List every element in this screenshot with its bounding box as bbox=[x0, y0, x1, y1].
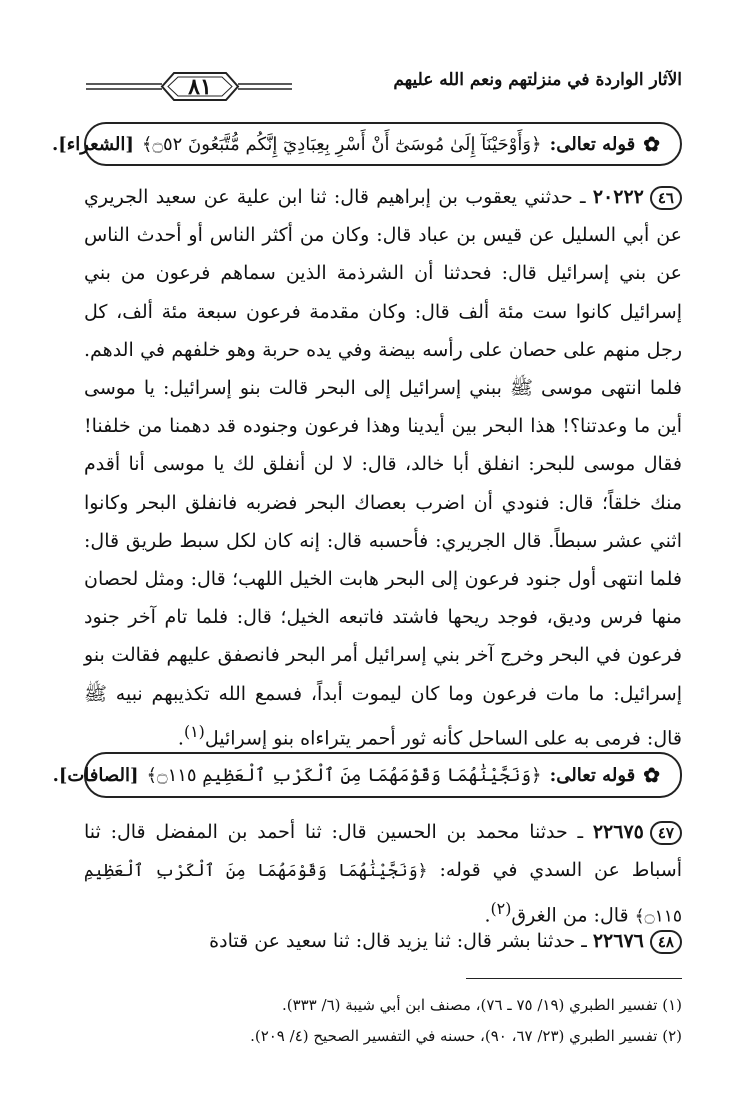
hadith-marker: ٤٦ bbox=[650, 186, 682, 210]
hadith-number: ٢٢٦٧٦ bbox=[592, 930, 644, 952]
sentence-end: . bbox=[484, 904, 491, 927]
footnote-ref: (١) bbox=[183, 721, 205, 741]
footnote-2: (٢) تفسير الطبري (٢٣/ ٦٧، ٩٠)، حسنه في التفسير الصحيح (٤/ ٢٠٩). bbox=[250, 1027, 682, 1045]
footnote-ref: (٢) bbox=[490, 899, 512, 919]
page-header bbox=[84, 66, 682, 110]
hadith-text: ـ حدثني يعقوب بن إبراهيم قال: ثنا ابن علية عن سعيد الجريري عن أبي السليل عن قيس بن عباد قال: وكان من أكثر الناس أو أحدث الناس عن بني إسرائيل قال: فحدثنا أن الشرذمة الذين سماهم فرعون من بني إسرائيل كانوا ست مئة ألف قال: وكان مقدمة فرعون سبعة مئة ألف، كل رجل منهم على حصان على رأسه بيضة وفي يده حربة وهو خلفهم في الدهم. فلما انتهى موسى ﷺ ببني إسرائيل إلى البحر قالت بنو إسرائيل: يا موسى أين ما وعدتنا؟! هذا البحر بين أيدينا وهذا فرعون وجنوده قد دهمنا من خلفنا! فقال موسى للبحر: انفلق أبا خالد، قال: لا لن أنفلق لك يا موسى أنا أقدم منك خلقاً؛ قال: فنودي أن اضرب بعصاك البحر فضربه فانفلق البحر وكانوا اثني عشر سبطاً. قال الجريري: فأحسبه قال: إنه كان لكل سبط طريق قال: فلما انتهى أول جنود فرعون إلى البحر هابت الخيل اللهب؛ قال: ومثل لحصان منها فرس وديق، فوجد ريحها فاشتد فاتبعه الخيل؛ قال: فلما تام آخر جنود فرعون في البحر وخرج آخر بني إسرائيل أمر البحر فانصفق عليهم فقالت بنو إسرائيل: ما مات فرعون وما كان ليموت أبداً، فسمع الله تكذيبهم نبيه ﷺ قال: فرمى به على الساحل كأنه ثور أحمر يتراءاه بنو إسرائيل bbox=[84, 186, 682, 750]
hadith-48 bbox=[84, 922, 682, 960]
verse-heading-ash-shuara bbox=[51, 122, 682, 166]
running-title: الآثار الواردة في منزلتهم ونعم الله عليهم bbox=[393, 70, 682, 90]
hadith-number: ٢٠٢٢٢ bbox=[592, 186, 644, 208]
hadith-text: ـ حدثنا محمد بن الحسين قال: ثنا أحمد بن المفضل قال: ثنا أسباط عن السدي في قوله: bbox=[84, 821, 682, 882]
quran-verse: ﴿وَأَوْحَيْنَآ إِلَىٰ مُوسَىٰٓ أَنْ أَسْرِ بِعِبَادِيٓ إِنَّكُم مُّتَّبَعُونَ ۝٥٢﴾ bbox=[141, 133, 542, 155]
hadith-47 bbox=[84, 813, 682, 936]
quran-verse: ﴿وَنَجَّيْنَٰهُمَا وَقَوْمَهُمَا مِنَ ٱلْكَرْبِ ٱلْعَظِيمِ ۝١١٥﴾ bbox=[84, 861, 682, 927]
hadith-marker: ٤٧ bbox=[650, 821, 682, 845]
sentence-end: . bbox=[177, 727, 184, 750]
page-number: ٨١ bbox=[188, 74, 212, 100]
surah-reference: [الصافات]. bbox=[52, 764, 139, 786]
footnote-1: (١) تفسير الطبري (١٩/ ٧٥ ـ ٧٦)، مصنف ابن أبي شيبة (٦/ ٣٣٣). bbox=[281, 996, 682, 1014]
heading-label: قوله تعالى: bbox=[549, 764, 636, 786]
quran-verse: ﴿وَنَجَّيْنَٰهُمَا وَقَوْمَهُمَا مِنَ ٱلْكَرْبِ ٱلْعَظِيمِ ۝١١٥﴾ bbox=[146, 764, 542, 786]
hadith-marker: ٤٨ bbox=[650, 930, 682, 954]
surah-reference: [الشعراء]. bbox=[51, 133, 134, 155]
hadith-text-end: قال: من الغرق bbox=[511, 904, 635, 927]
footnotes bbox=[84, 990, 682, 1052]
hadith-number: ٢٢٦٧٥ bbox=[592, 821, 644, 843]
flower-ornament-icon: ✿ bbox=[643, 763, 660, 787]
verse-heading-as-saffat bbox=[52, 752, 682, 798]
hadith-text: ـ حدثنا بشر قال: ثنا يزيد قال: ثنا سعيد عن قتادة bbox=[209, 930, 593, 952]
footnote-divider bbox=[466, 978, 682, 979]
hadith-46 bbox=[84, 178, 682, 757]
page-number-ornament bbox=[84, 68, 294, 108]
flower-ornament-icon: ✿ bbox=[643, 132, 660, 156]
heading-label: قوله تعالى: bbox=[549, 133, 636, 155]
